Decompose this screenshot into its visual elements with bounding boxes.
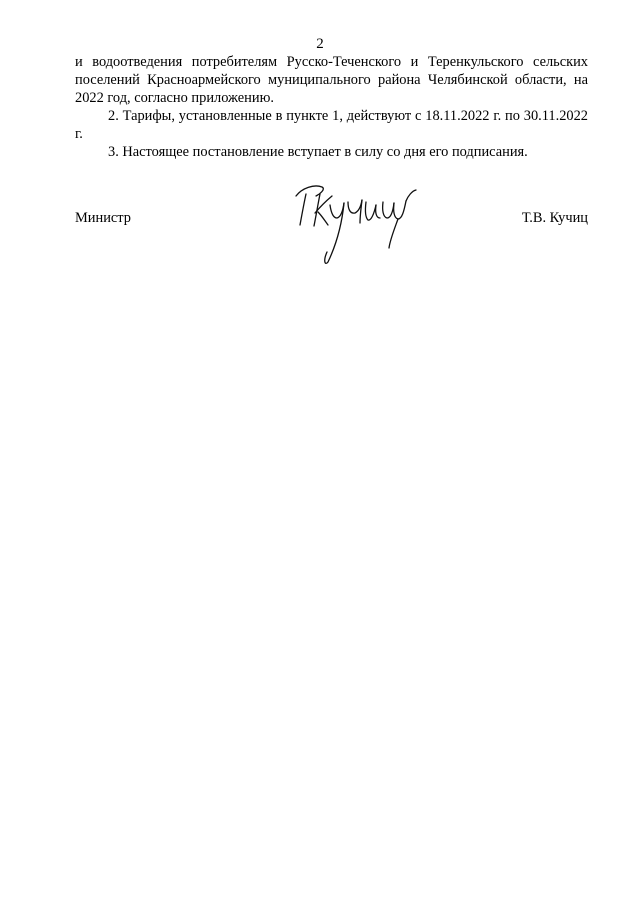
document-body	[75, 53, 588, 161]
paragraph-3: 3. Настоящее постановление вступает в силу со дня его подписания.	[108, 144, 528, 160]
signer-position: Министр	[75, 210, 131, 226]
signer-name: Т.В. Кучиц	[521, 210, 588, 226]
paragraph-1: и водоотведения потребителям Русско-Теченского и Теренкульского сельских поселений Красноармейского муниципального района Челябинской области, на 2022 год, согласно приложению.	[75, 54, 588, 106]
page-number: 2	[316, 36, 324, 52]
handwritten-signature	[292, 178, 417, 270]
paragraph-2: 2. Тарифы, установленные в пункте 1, действуют с 18.11.2022 г. по 30.11.2022 г.	[75, 108, 588, 142]
